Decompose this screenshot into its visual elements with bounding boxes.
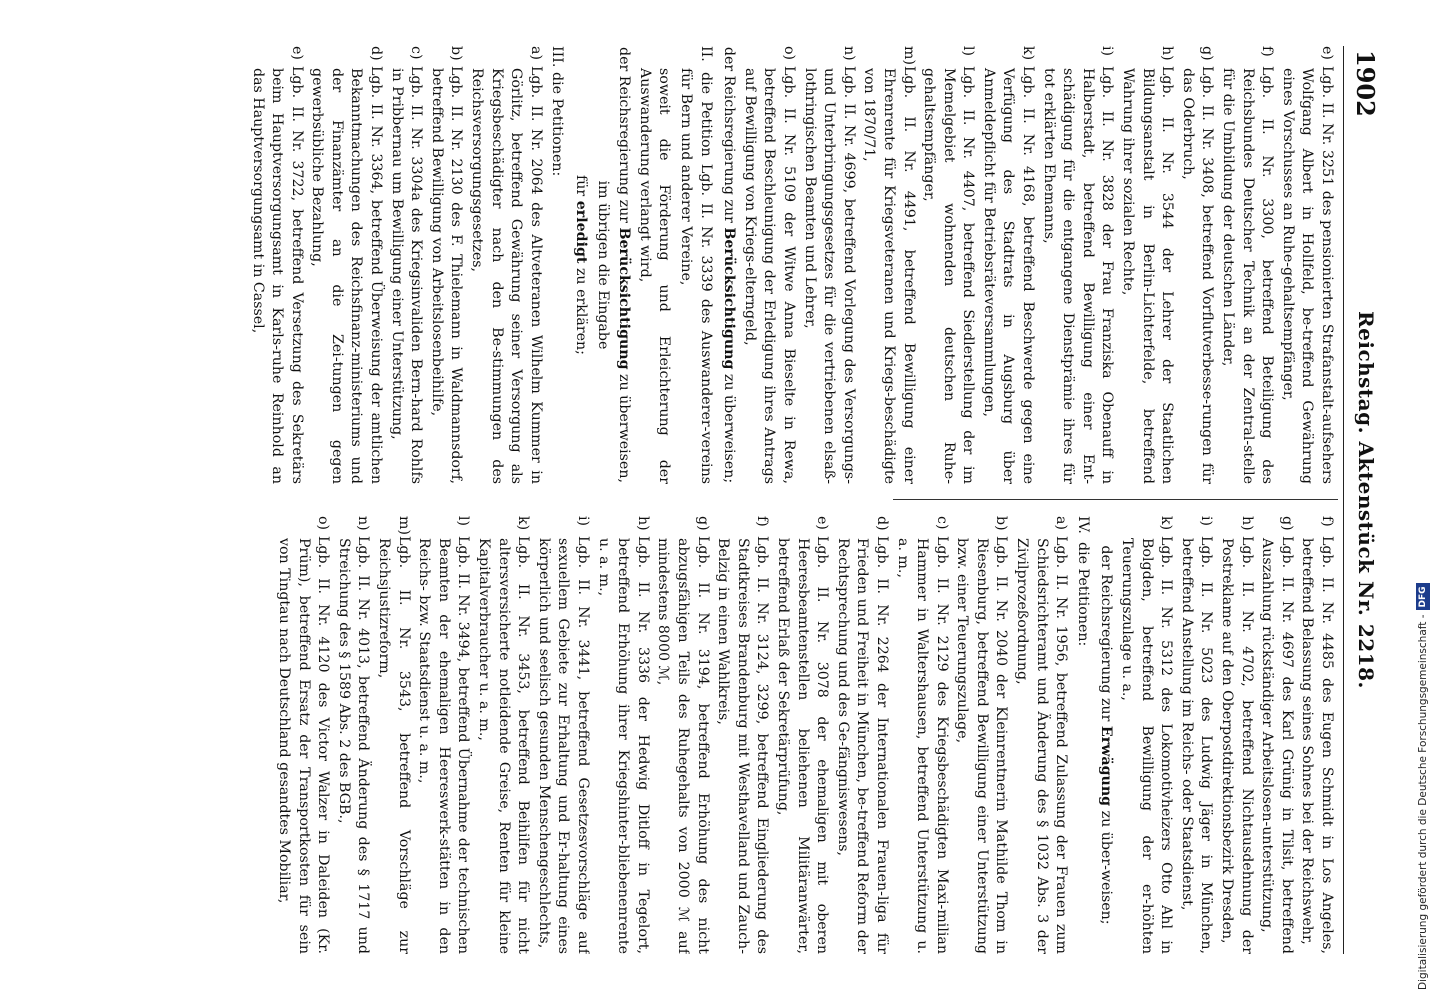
petition-item xyxy=(1297,516,1336,954)
page-header xyxy=(1343,46,1384,954)
decision-settled: für erledigt zu erklären; xyxy=(573,175,590,355)
item-letter: b) xyxy=(993,516,1010,531)
petition-item xyxy=(414,516,473,954)
petition-item xyxy=(653,516,712,954)
item-text: Lgb. II. Nr. 4120 des Victor Walzer in Daleiden (Kr. Prüm), betreffend Ersatz der Transportkosten für sein von Tingtau nach Deutschland gesandtes Mobiliar, xyxy=(276,536,332,954)
decision-keyword: erledigt xyxy=(573,200,590,264)
decision-consideration-2: der Reichsregierung zur Berücksichtigung zu überweisen, xyxy=(616,47,633,483)
decision-deliberation: der Reichsregierung zur Erwägung zu über-weisen; xyxy=(1098,545,1115,925)
item-letter: m) xyxy=(900,46,917,65)
item-letter: a) xyxy=(527,46,544,60)
item-text: Lgb. II. Nr. 2130 des F. Thielemann in Waldmannsdorf, betreffend Bewilligung von Arbeitslosenbeihilfe, xyxy=(428,66,465,484)
left-item-list xyxy=(739,46,1336,484)
petition-item xyxy=(473,516,532,954)
item-letter: f) xyxy=(754,516,771,527)
decision-keyword: Berücksichtigung xyxy=(721,227,738,370)
item-text: Lgb. II. Nr. 4407, betreffend Siedlerstellung der im Memelgebiet wohnenden deutschen Ruhe-gehaltsempfänger, xyxy=(921,66,977,484)
petition-item xyxy=(799,46,858,484)
item-text: Lgb. II. Nr. 3124, 3299, betreffend Eingliederung des Stadtkreises Brandenburg mit Westhavelland und Zauch-Belzig in einen Wahlkreis, xyxy=(715,536,771,954)
item-letter: l) xyxy=(455,516,472,527)
item-letter: o) xyxy=(315,516,332,531)
section-ii-condition: soweit die Förderung und Erleichterung der Auswanderung verlangt wird, xyxy=(636,68,673,484)
item-text: Lgb. II. Nr. 4491, betreffend Bewilligung einer Ehrenrente für Kriegsveteranen und Kriegs-beschädigte von 1870/71, xyxy=(861,66,917,484)
item-letter: i) xyxy=(1198,516,1215,527)
item-letter: g) xyxy=(694,516,711,531)
petition-item xyxy=(919,46,978,484)
item-text: Lgb. II. Nr. 4013, betreffend Änderung des § 1717 und Streichung des § 1589 Abs. 2 des BGB., xyxy=(335,536,372,954)
item-letter: n) xyxy=(355,516,372,531)
item-text: Lgb. II. Nr. 4702, betreffend Nichtausdehnung der Postreklame auf den Oberpostdirektionsbezirk Dresden, xyxy=(1219,536,1255,954)
petition-item xyxy=(466,46,544,484)
section-heading-iv: IV.die Petitionen: xyxy=(1074,516,1091,647)
page-number: 1902 xyxy=(1351,50,1380,117)
item-text: Lgb. II. Nr. 3544 der Lehrer der Staatlichen Bildungsanstalt in Berlin-Lichterfelde, betreffend Wahrung ihrer sozialen Rechte, xyxy=(1120,66,1176,484)
item-text: Lgb. II. Nr. 5023 des Ludwig Jäger in München, betreffend Anstellung im Reichs- oder Staatsdienst, xyxy=(1178,536,1215,954)
section-heading-iii: III.die Petitionen: xyxy=(549,46,566,177)
item-letter: k) xyxy=(1158,516,1175,531)
item-text: Lgb. II. Nr. 3364, betreffend Überweisung der amtlichen Bekanntmachungen des Reichsfinanz-ministeriums und der Finanzämter an die Zei-tungen gegen gewerbsübliche Bezahlung, xyxy=(309,66,385,484)
item-text: Lgb. II. Nr. 3078 der ehemaligen mit oberen Heeresbeamtenstellen beliehenen Militäranwärter, betreffend Erlaß der Sekretärprüfung, xyxy=(774,536,831,954)
left-column xyxy=(46,46,1336,484)
dfg-logo-icon: DFG xyxy=(1416,583,1430,610)
item-letter: m) xyxy=(395,516,412,535)
item-text: Lgb. II. Nr. 4168, betreffend Beschwerde gegen eine Verfügung des Stadtrats in Augsburg über Anmeldepflicht für Betriebsräteversammlungen, xyxy=(980,66,1037,484)
item-text: Lgb. II. Nr. 2129 des Kriegsbeschädigten Maxi-milian Hammer in Waltershausen, betreffend Unterstützung u. a. m., xyxy=(894,536,950,954)
running-title: Reichstag. Aktenstück Nr. 2218. xyxy=(1354,311,1378,689)
item-text: Lgb. II. Nr. 4699, betreffend Vorlegung des Versorgungs- und Unterbringungsgesetzes für die vertriebenen elsaß-lothringischen Beamten und Lehrer, xyxy=(801,66,857,484)
item-text: Lgb. II. Nr. 5109 der Witwe Anna Bieselte in Rewa, betreffend Beschleunigung der Erledigung ihres Antrags auf Bewilligung von Kriegs-elterngeld, xyxy=(741,66,797,484)
item-letter: k) xyxy=(1020,46,1037,61)
item-text: Lgb. II. Nr. 3194, betreffend Erhöhung des nicht abzugsfähigen Teils des Ruhegehalts von 2000 ℳ auf mindestens 8000 ℳ, xyxy=(655,536,711,954)
petition-item xyxy=(832,516,891,954)
petition-item xyxy=(713,516,772,954)
decision-keyword: Erwägung xyxy=(1098,725,1115,807)
petition-item xyxy=(1216,516,1255,954)
petition-item xyxy=(1038,46,1116,484)
digitization-credit xyxy=(1410,586,1430,990)
document-page xyxy=(10,0,1390,1000)
decision-keyword: Berücksichtigung xyxy=(616,227,633,370)
item-letter: d) xyxy=(368,46,385,61)
petition-item xyxy=(1117,46,1176,484)
item-letter: n) xyxy=(840,46,857,61)
item-letter: f) xyxy=(1319,516,1335,527)
item-text: Lgb. II. Nr. 2064 des Altveteranen Wilhelm Kummer in Görlitz, betreffend Gewährung seiner Versorgung als Kriegsbeschädigter nach den Be-stimmungen des Reichsversorgungsgesetzes, xyxy=(469,66,544,484)
section-iii-item-list xyxy=(247,46,545,484)
item-text: Lgb. II. Nr. 5312 des Lokomotivheizers Otto Ahl in Bolgden, betreffend Bewilligung der er-höhten Teuerungszulage u. a., xyxy=(1119,536,1175,954)
petition-item xyxy=(1277,46,1336,484)
petition-item xyxy=(1177,46,1216,484)
item-text: Lgb. II. Nr. 2040 der Kleinrentnerin Mathilde Thom in Riesenburg, betreffend Bewilligung einer Unterstützung bzw. einer Teuerungszulage, xyxy=(954,536,1010,954)
item-letter: i) xyxy=(1099,46,1116,57)
petition-item xyxy=(892,516,951,954)
decision-consideration-1: der Reichsregierung zur Berücksichtigung zu überweisen; xyxy=(721,46,738,484)
item-letter: c) xyxy=(933,516,950,530)
item-letter: a) xyxy=(1053,516,1070,530)
credit-text: Digitalisierung gefördert durch die Deutsche Forschungsgemeinschaft - xyxy=(1417,614,1429,990)
decision-remainder: im übrigen die Eingabe xyxy=(594,180,611,350)
item-letter: d) xyxy=(873,516,890,531)
item-text: Lgb. II. Nr. 1956, betreffend Zulassung der Frauen zum Schiedsrichteramt und Änderung des § 1032 Abs. 3 der Zivilprozeßordnung, xyxy=(1014,536,1070,954)
item-letter: c) xyxy=(408,46,425,60)
section-heading-ii: II.die Petition Lgb. II. Nr. 3339 des Auswanderer-vereins für Bern und anderer Vereine, xyxy=(678,46,714,484)
item-text: Lgb. II. Nr. 3828 der Frau Franziska Obenauff in Halberstadt, betreffend Bewilligung einer Ent-schädigung für die entgangene Dienstprämie ihres für tot erklärten Ehemanns, xyxy=(1040,66,1116,484)
petition-item xyxy=(1176,516,1215,954)
item-text: Lgb. II. Nr. 2264 der Internationalen Frauen-liga für Frieden und Freiheit in München, be-treffend Reform der Rechtsprechung und des Ge-fängniswesens, xyxy=(834,536,890,954)
section-iv-item-list xyxy=(274,516,1071,954)
item-text: Lgb. II. Nr. 4697 des Karl Grünig in Tilsit, betreffend Auszahlung rückständiger Arbeitslosen-unterstützung, xyxy=(1259,536,1295,954)
right-item-list xyxy=(1116,516,1336,954)
petition-item xyxy=(739,46,798,484)
item-text: Lgb. II. Nr. 3543, betreffend Vorschläge zur Reichsjustizreform, xyxy=(376,536,412,954)
item-text: Lgb. II. Nr. 3453, betreffend Beihilfen für nicht altersversicherte notleidende Greise, Renten für kleine Kapitalverbraucher u. a. m., xyxy=(476,536,532,954)
petition-item xyxy=(426,46,465,484)
petition-item xyxy=(593,516,652,954)
petition-item xyxy=(1257,516,1296,954)
item-letter: i) xyxy=(575,516,592,527)
item-text: Lgb. II. Nr. 3722, betreffend Versetzung des Sekretärs beim Hauptversorgungsamt in Karls-ruhe Reinhold an das Hauptversorgungsamt in Cassel, xyxy=(249,66,305,484)
right-column xyxy=(46,516,1336,954)
item-letter: o) xyxy=(780,46,797,61)
item-letter: h) xyxy=(634,516,651,531)
item-text: Lgb. II. Nr. 3494, betreffend Übernahme der technischen Beamten der ehemaligen Heereswerk-stätten in den Reichs- bzw. Staatsdienst u. a. m., xyxy=(416,536,472,954)
item-letter: g) xyxy=(1199,46,1216,61)
petition-item xyxy=(859,46,918,484)
item-letter: b) xyxy=(448,46,465,61)
item-text: Lgb. II. Nr. 3304a des Kriegsinvaliden Bern-hard Rohlfs in Pribbernau um Bewilligung einer Unterstützung, xyxy=(388,66,425,484)
petition-item xyxy=(533,516,592,954)
item-text: Lgb. II. Nr. 3251 des pensionierten Strafanstalt-aufsehers Wolfgang Albert in Hollfeld, be-treffend Gewährung eines Vorschusses an Ruhe-gehaltsempfänger, xyxy=(1279,66,1335,484)
petition-item xyxy=(307,46,385,484)
item-letter: e) xyxy=(1319,46,1335,60)
item-letter: e) xyxy=(288,46,305,60)
item-letter: k) xyxy=(515,516,532,531)
item-text: Lgb. II. Nr. 3300, betreffend Beteiligung des Reichsbundes Deutscher Technik an der Zentral-stelle für die Umbildung der deutschen Länder, xyxy=(1220,66,1276,484)
petition-item xyxy=(1012,516,1071,954)
column-divider xyxy=(893,499,1338,500)
petition-item xyxy=(274,516,333,954)
item-text: Lgb. II. Nr. 3336 der Hedwig Ditloff in Tegelort, betreffend Erhöhung ihrer Kriegshinter-bliebenenrente u. a. m., xyxy=(595,536,651,954)
petition-item xyxy=(1217,46,1276,484)
petition-item xyxy=(247,46,306,484)
petition-item xyxy=(772,516,831,954)
item-text: Lgb. II. Nr. 3441, betreffend Gesetzesvorschläge auf sexuellem Gebiete zur Erhaltung und Er-haltung eines körperlich und seelisch gesunden Menschengeschlechts, xyxy=(535,536,592,954)
item-letter: e) xyxy=(814,516,831,530)
item-letter: l) xyxy=(960,46,977,57)
item-text: Lgb. II. Nr. 4485 des Eugen Schmidt in Los Angeles, betreffend Belassung seines Sohnes bei der Reichswehr, xyxy=(1299,536,1335,954)
petition-item xyxy=(1116,516,1175,954)
item-text: Lgb. II. Nr. 3408, betreffend Vorflutverbesse-rungen für das Oderbruch, xyxy=(1179,66,1216,484)
item-letter: h) xyxy=(1238,516,1255,531)
item-letter: f) xyxy=(1259,46,1276,57)
petition-item xyxy=(386,46,425,484)
item-letter: g) xyxy=(1278,516,1295,531)
petition-item xyxy=(333,516,372,954)
petition-item xyxy=(952,516,1011,954)
item-letter: h) xyxy=(1159,46,1176,61)
petition-item xyxy=(374,516,413,954)
petition-item xyxy=(978,46,1037,484)
